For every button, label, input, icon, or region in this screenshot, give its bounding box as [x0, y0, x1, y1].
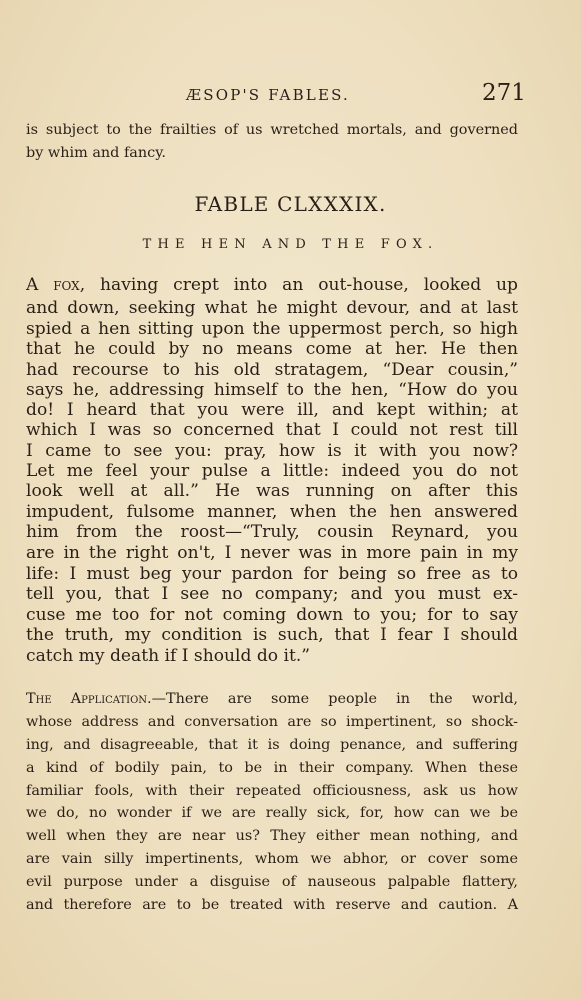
fable-line: and down, seeking what he might devour, and at last — [26, 298, 518, 318]
application-line: evil purpose under a disguise of nauseous palpable flattery, — [26, 874, 518, 890]
fable-line: spied a hen sitting upon the uppermost perch, so high — [26, 319, 518, 339]
fable-first-line-rest: having crept into an out-house, looked up — [85, 275, 518, 295]
fable-line: look well at all.” He was running on after this — [26, 481, 518, 501]
intro-line: is subject to the frailties of us wretched mortals, and governed — [26, 122, 518, 138]
fable-first-word: A fox, — [26, 275, 86, 295]
fable-line: that he could by no means come at her. He then — [26, 339, 518, 359]
fable-line: are in the right on't, I never was in more pain in my — [26, 543, 518, 563]
running-title: ÆSOP'S FABLES. — [186, 86, 351, 104]
fable-line: the truth, my condition is such, that I fear I should — [26, 625, 518, 645]
application-label: The Application. — [26, 691, 152, 707]
application-line: a kind of bodily pain, to be in their company. When these — [26, 760, 518, 776]
page-number: 271 — [482, 80, 526, 106]
application-line: whose address and conversation are so impertinent, so shock- — [26, 714, 518, 730]
fable-line: do! I heard that you were ill, and kept within; at — [26, 400, 518, 420]
application-line: ing, and disagreeable, that it is doing penance, and suffering — [26, 737, 518, 753]
application-line: well when they are near us? They either mean nothing, and — [26, 828, 518, 844]
fable-line: him from the roost—“Truly, cousin Reynard, you — [26, 522, 518, 542]
application-line: familiar fools, with their repeated officiousness, ask us how — [26, 783, 518, 799]
application-line: we do, no wonder if we are really sick, for, how can we be — [26, 805, 518, 821]
fable-line-first — [26, 275, 518, 295]
fable-line: tell you, that I see no company; and you must ex- — [26, 584, 518, 604]
application-line: are vain silly impertinents, whom we abhor, or cover some — [26, 851, 518, 867]
fable-line: life: I must beg your pardon for being so free as to — [26, 564, 518, 584]
fable-subtitle: THE HEN AND THE FOX. — [142, 237, 439, 252]
fable-line: I came to see you: pray, how is it with you now? — [26, 441, 518, 461]
application-line: and therefore are to be treated with reserve and caution. A — [26, 897, 518, 913]
fable-line: cuse me too for not coming down to you; for to say — [26, 605, 518, 625]
application-first-line-rest: —There are some people in the world, — [151, 691, 518, 707]
fable-line: which I was so concerned that I could not rest till — [26, 420, 518, 440]
fable-line: impudent, fulsome manner, when the hen answered — [26, 502, 518, 522]
intro-line: by whim and fancy. — [26, 145, 166, 161]
page-header — [0, 80, 581, 110]
fable-title: FABLE CLXXXIX. — [194, 192, 387, 216]
application-line-first — [26, 691, 518, 707]
fable-line: catch my death if I should do it.” — [26, 646, 311, 666]
fable-line: says he, addressing himself to the hen, “How do you — [26, 380, 518, 400]
fable-line: Let me feel your pulse a little: indeed you do not — [26, 461, 518, 481]
fable-line: had recourse to his old stratagem, “Dear cousin,” — [26, 360, 518, 380]
